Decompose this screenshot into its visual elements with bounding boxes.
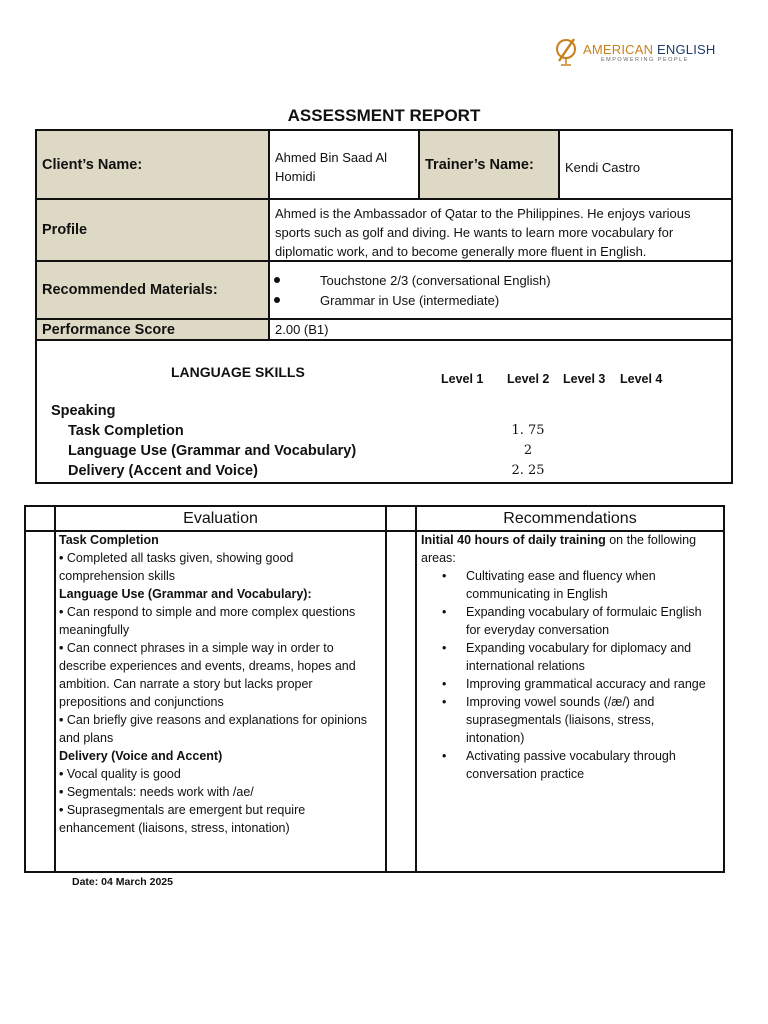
- level-4-header: Level 4: [620, 372, 663, 386]
- recommendations-list: [421, 567, 716, 783]
- recommendations-intro-bold: Initial 40 hours of daily training: [421, 533, 606, 547]
- trainer-name-label: Trainer’s Name:: [420, 131, 558, 198]
- logo-brand-1: AMERICAN: [583, 42, 654, 57]
- eval-point: • • Vocal quality is good: [59, 765, 381, 783]
- recommendation-item: • Expanding vocabulary for diplomacy and international relations: [421, 639, 716, 675]
- eval-point: • • Segmentals: needs work with /ae/: [59, 783, 381, 801]
- skill-label: Language Use (Grammar and Vocabulary): [68, 443, 357, 459]
- skill-score: 2. 25: [511, 463, 545, 478]
- score-value: 2.00 (B1): [275, 322, 329, 337]
- skill-label: Task Completion: [68, 423, 184, 439]
- report-date: Date: 04 March 2025: [72, 876, 173, 888]
- level-1-header: Level 1: [441, 372, 484, 386]
- level-2-header: Level 2: [507, 372, 550, 386]
- skill-label: Delivery (Accent and Voice): [68, 463, 258, 479]
- company-logo: [555, 34, 716, 70]
- skill-score: 2: [523, 443, 533, 458]
- eval-task-heading: Task Completion: [59, 533, 159, 547]
- eval-language-heading: Language Use (Grammar and Vocabulary):: [59, 587, 312, 601]
- eval-point: • • Can connect phrases in a simple way in order to describe experiences and events, dreams, hopes and ambition. Can narrate a story but lacks proper prepositions and conjunctions: [59, 639, 381, 711]
- bullet-icon: [274, 277, 280, 283]
- client-name-label: Client’s Name:: [37, 131, 268, 198]
- globe-logo-icon: [555, 36, 579, 68]
- trainer-name-value: Kendi Castro: [565, 160, 641, 175]
- recommendations-intro-rest: on the following areas:: [421, 533, 697, 565]
- client-name-value: Ahmed Bin Saad Al Homidi: [275, 150, 388, 184]
- eval-point: • • Completed all tasks given, showing good comprehension skills: [59, 549, 381, 585]
- eval-point: • • Suprasegmentals are emergent but require enhancement (liaisons, stress, intonation): [59, 801, 381, 837]
- speaking-heading: Speaking: [51, 403, 116, 419]
- recommendations-intro: [421, 531, 716, 567]
- recommendation-item: • Improving vowel sounds (/æ/) and suprasegmentals (liaisons, stress, intonation): [421, 693, 716, 747]
- profile-label: Profile: [37, 200, 268, 260]
- recommendations-heading: Recommendations: [503, 510, 637, 527]
- materials-label: Recommended Materials:: [37, 262, 268, 318]
- recommendation-item: • Expanding vocabulary of formulaic English for everyday conversation: [421, 603, 716, 639]
- profile-value: Ahmed is the Ambassador of Qatar to the Philippines. He enjoys various sports such as golf and diving. He wants to learn more vocabulary for diplomatic work, and to become generally more fluent in English.: [275, 206, 691, 259]
- material-text: Touchstone 2/3 (conversational English): [320, 273, 551, 288]
- evaluation-heading: Evaluation: [183, 510, 258, 527]
- material-text: Grammar in Use (intermediate): [320, 293, 500, 308]
- evaluation-content: [59, 531, 381, 837]
- eval-point: • • Can respond to simple and more complex questions meaningfully: [59, 603, 381, 639]
- logo-brand-2: ENGLISH: [657, 42, 716, 57]
- logo-tagline: EMPOWERING PEOPLE: [601, 57, 689, 63]
- level-3-header: Level 3: [563, 372, 606, 386]
- eval-delivery-heading: Delivery (Voice and Accent): [59, 749, 223, 763]
- recommendation-item: • Improving grammatical accuracy and range: [421, 675, 716, 693]
- score-label: Performance Score: [37, 320, 268, 339]
- recommendation-item: • Cultivating ease and fluency when communicating in English: [421, 567, 716, 603]
- language-skills-heading: LANGUAGE SKILLS: [171, 364, 305, 380]
- recommendation-item: • Activating passive vocabulary through conversation practice: [421, 747, 716, 783]
- eval-point: • • Can briefly give reasons and explanations for opinions and plans: [59, 711, 381, 747]
- skill-score: 1. 75: [511, 423, 545, 438]
- bullet-icon: [274, 297, 280, 303]
- page-title: ASSESSMENT REPORT: [287, 106, 481, 125]
- recommendations-content: [421, 531, 716, 783]
